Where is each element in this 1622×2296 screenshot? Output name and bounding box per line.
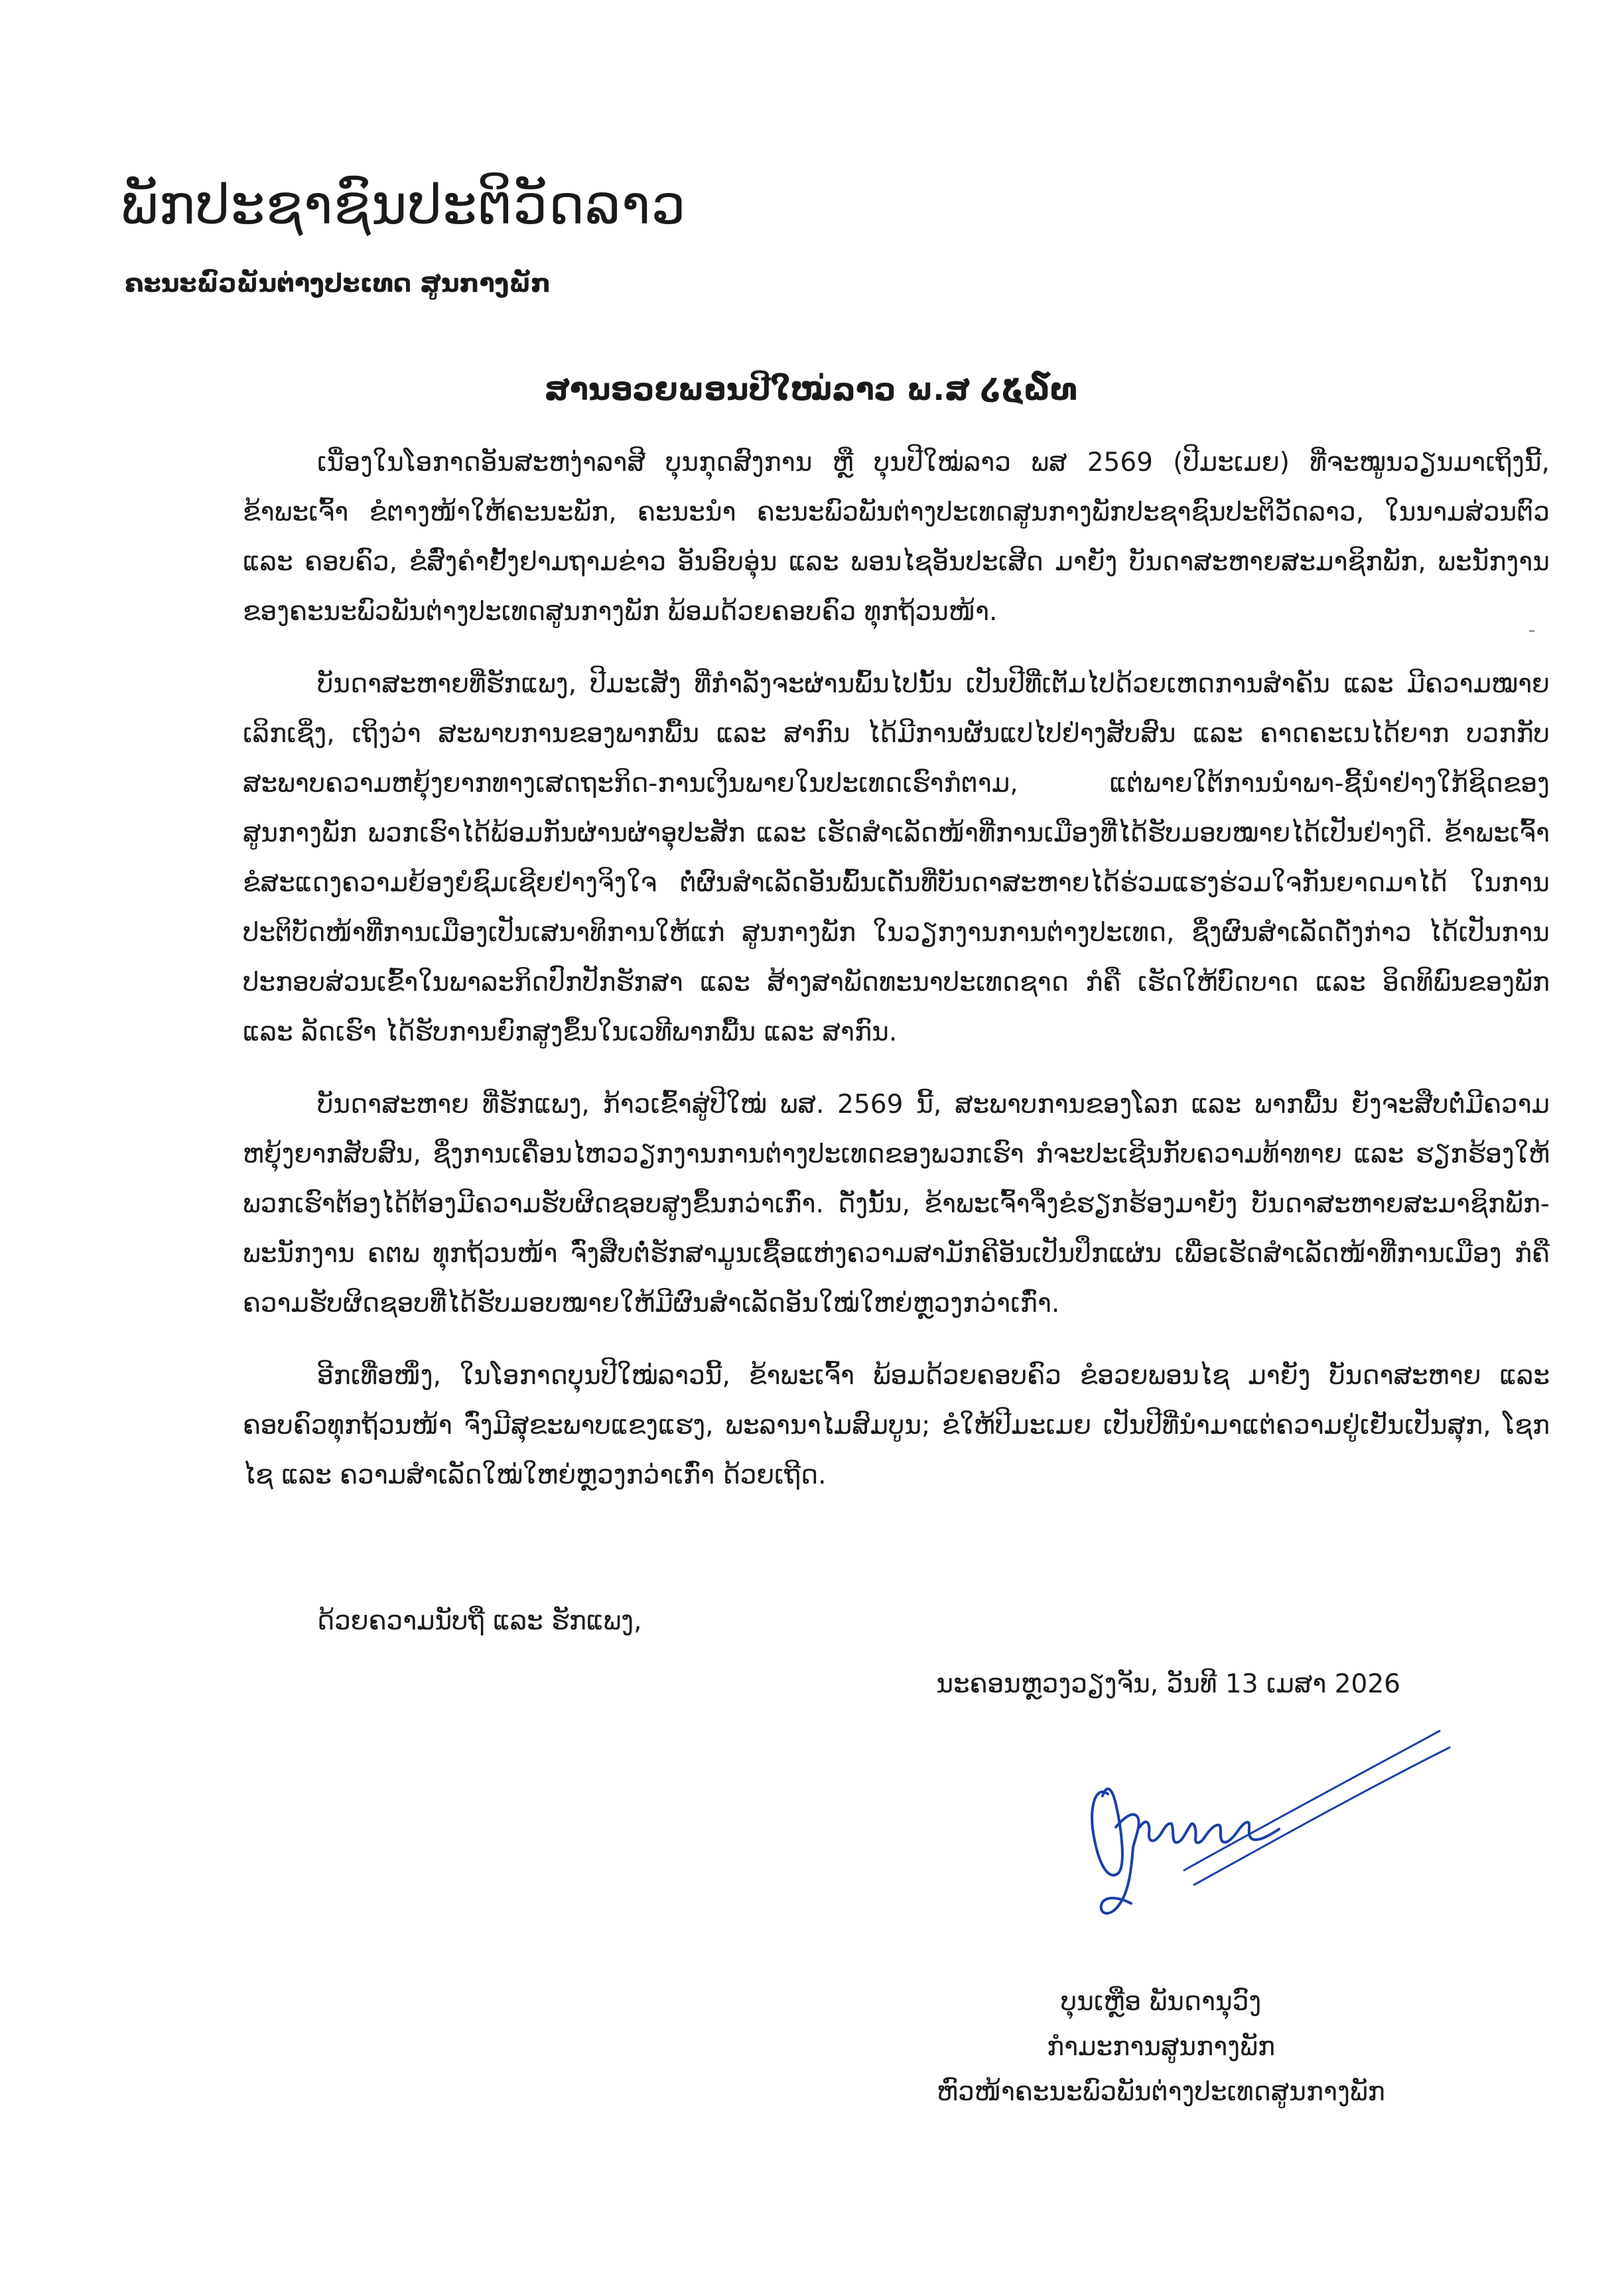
party-name-heading: ພັກປະຊາຊົນປະຕິວັດລາວ: [121, 174, 687, 237]
department-subheading: ຄະນະພົວພັນຕ່າງປະເທດ ສູນກາງພັກ: [125, 269, 551, 298]
signature-stroke: [1140, 1822, 1279, 1842]
signature-underline: [1194, 1748, 1450, 1885]
letter-body: [243, 438, 1550, 1523]
body-paragraph: ບັນດາສະຫາຍທີ່ຮັກແພງ, ປີມະເສັງ ທີ່ກຳລັງຈະຜ່ານພົ້ນໄປນັ້ນ ເປັນປີທີ່ເຕັມໄປດ້ວຍເຫດການສຳຄັນ ແລະ ມີຄວາມໝາຍເລິກເຊິ່ງ, ເຖິງວ່າ ສະພາບການຂອງພາກພື້ນ ແລະ ສາກົນ ໄດ້ມີການຜັນແປໄປຢ່າງສັບສົນ ແລະ ຄາດຄະເນໄດ້ຍາກ ບວກກັບ ສະພາບຄວາມຫຍຸ້ງຍາກທາງເສດຖະກິດ-ການເງິນພາຍໃນປະເທດເຮົາກໍຕາມ, ແຕ່ພາຍໃຕ້ການນຳພາ-ຊີ້ນຳຢ່າງໃກ້ຊິດຂອງ ສູນກາງພັກ ພວກເຮົາໄດ້ພ້ອມກັນຜ່ານຜ່າອຸປະສັກ ແລະ ເຮັດສຳເລັດໜ້າທີ່ການເມືອງທີ່ໄດ້ຮັບມອບໝາຍໄດ້ເປັນຢ່າງດີ. ຂ້າພະເຈົ້າ ຂໍສະແດງຄວາມຍ້ອງຍໍຊົມເຊີຍຢ່າງຈິງໃຈ ຕໍ່ຜົນສຳເລັດອັນພົ້ນເດັ່ນທີ່ບັນດາສະຫາຍໄດ້ຮ່ວມແຮງຮ່ວມໃຈກັນຍາດມາໄດ້ ໃນການປະຕິບັດໜ້າທີ່ການເມືອງເປັນເສນາທິການໃຫ້ແກ່ ສູນກາງພັກ ໃນວຽກງານການຕ່າງປະເທດ, ຊຶ່ງຜົນສຳເລັດດັ່ງກ່າວ ໄດ້ເປັນການປະກອບສ່ວນເຂົ້າໃນພາລະກິດປົກປັກຮັກສາ ແລະ ສ້າງສາພັດທະນາປະເທດຊາດ ກໍຄື ເຮັດໃຫ້ບົດບາດ ແລະ ອິດທິພົນຂອງພັກ ແລະ ລັດເຮົາ ໄດ້ຮັບການຍົກສູງຂຶ້ນໃນເວທີພາກພື້ນ ແລະ ສາກົນ.: [243, 669, 1550, 1047]
signatory-name: ບຸນເຫຼືອ ພັນດານຸວົງ: [1060, 1987, 1262, 2017]
signatory-role: ຫົວໜ້າຄະນະພົວພັນຕ່າງປະເທດສູນກາງພັກ: [937, 2077, 1385, 2107]
signatory-position: ກຳມະການສູນກາງພັກ: [1046, 2032, 1276, 2062]
body-paragraph: ບັນດາສະຫາຍ ທີ່ຮັກແພງ, ກ້າວເຂົ້າສູ່ປີໃໝ່ ພສ. 2569 ນີ້, ສະພາບການຂອງໂລກ ແລະ ພາກພື້ນ ຍັງຈະສືບຕໍ່ມີຄວາມຫຍຸ້ງຍາກສັບສົນ, ຊຶ່ງການເຄື່ອນໄຫວວຽກງານການຕ່າງປະເທດຂອງພວກເຮົາ ກໍຈະປະເຊີນກັບຄວາມທ້າທາຍ ແລະ ຮຽກຮ້ອງໃຫ້ພວກເຮົາຕ້ອງໄດ້ຕ້ອງມີຄວາມຮັບຜິດຊອບສູງຂຶ້ນກວ່າເກົ່າ. ດັ່ງນັ້ນ, ຂ້າພະເຈົ້າຈຶ່ງຂໍຮຽກຮ້ອງມາຍັງ ບັນດາສະຫາຍສະມາຊິກພັກ-ພະນັກງານ ຄຕພ ທຸກຖ້ວນໜ້າ ຈົ່ງສືບຕໍ່ຮັກສາມູນເຊື້ອແຫ່ງຄວາມສາມັກຄີອັນເປັນປຶກແຜ່ນ ເພື່ອເຮັດສຳເລັດໜ້າທີ່ການເມືອງ ກໍຄື ຄວາມຮັບຜິດຊອບທີ່ໄດ້ຮັບມອບໝາຍໃຫ້ມີຜົນສຳເລັດອັນໃໝ່ໃຫຍ່ຫຼວງກວ່າເກົ່າ.: [243, 1090, 1550, 1318]
place-and-date: ນະຄອນຫຼວງວຽງຈັນ, ວັນທີ 13 ເມສາ 2026: [936, 1669, 1400, 1699]
closing-salutation: ດ້ວຍຄວາມນັບຖື ແລະ ຮັກແພງ,: [317, 1606, 642, 1636]
handwritten-signature: [1068, 1711, 1453, 1963]
body-paragraph: ເນື່ອງໃນໂອກາດອັນສະຫງ່າລາສີ ບຸນກຸດສົງການ ຫຼື ບຸນປີໃໝ່ລາວ ພສ 2569 (ປີມະເມຍ) ທີ່ຈະໝູນວຽນມາເຖິງນີ້, ຂ້າພະເຈົ້າ ຂໍຕາງໜ້າໃຫ້ຄະນະພັກ, ຄະນະນຳ ຄະນະພົວພັນຕ່າງປະເທດສູນກາງພັກປະຊາຊົນປະຕິວັດລາວ, ໃນນາມສ່ວນຕົວ ແລະ ຄອບຄົວ, ຂໍສົ່ງຄຳຢັ້ງຢາມຖາມຂ່າວ ອັນອົບອຸ່ນ ແລະ ພອນໄຊອັນປະເສີດ ມາຍັງ ບັນດາສະຫາຍສະມາຊິກພັກ, ພະນັກງານ ຂອງຄະນະພົວພັນຕ່າງປະເທດສູນກາງພັກ ພ້ອມດ້ວຍຄອບຄົວ ທຸກຖ້ວນໜ້າ.: [243, 448, 1550, 627]
body-paragraph: ອີກເທື່ອໜຶ່ງ, ໃນໂອກາດບຸນປີໃໝ່ລາວນີ້, ຂ້າພະເຈົ້າ ພ້ອມດ້ວຍຄອບຄົວ ຂໍອວຍພອນໄຊ ມາຍັງ ບັນດາສະຫາຍ ແລະ ຄອບຄົວທຸກຖ້ວນໜ້າ ຈົ່ງມີສຸຂະພາບແຂງແຮງ, ພະລານາໄມສົມບູນ; ຂໍໃຫ້ປີມະເມຍ ເປັນປີທີ່ນຳມາແຕ່ຄວາມຢູ່ເຢັນເປັນສຸກ, ໂຊກໄຊ ແລະ ຄວາມສຳເລັດໃໝ່ໃຫຍ່ຫຼວງກວ່າເກົ່າ ດ້ວຍເຖີດ.: [243, 1361, 1550, 1490]
signatory-block: [862, 1980, 1459, 2115]
letter-title: ສານອວຍພອນປີໃໝ່ລາວ ພ.ສ ໒໕໖໙: [544, 371, 1078, 407]
scan-speck: [1529, 630, 1534, 632]
signature-underline: [1184, 1731, 1440, 1870]
signature-stroke: [1092, 1789, 1122, 1875]
